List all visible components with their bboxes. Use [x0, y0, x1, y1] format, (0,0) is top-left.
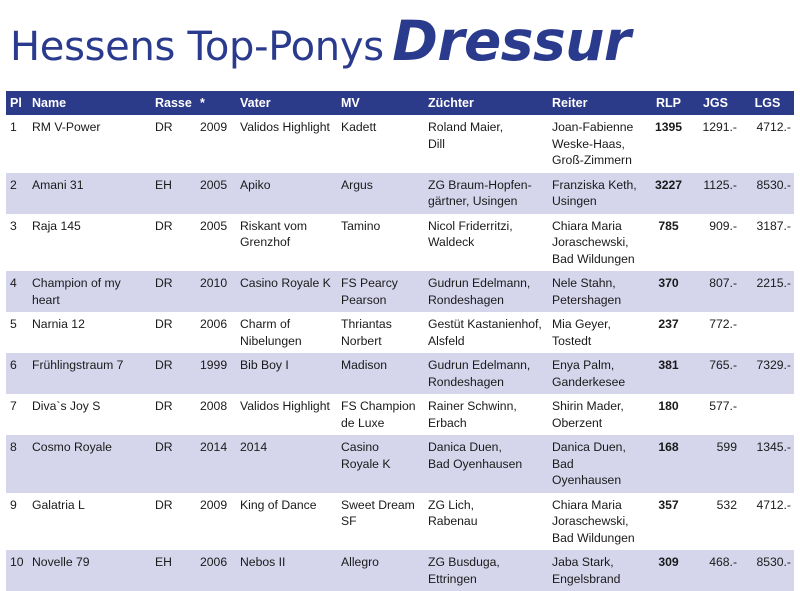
cell-name: Novelle 79	[28, 550, 151, 591]
cell-lgs: 3187.-	[756, 218, 791, 233]
table-row	[6, 435, 794, 493]
cell-lgs: 7329.-	[740, 353, 794, 394]
cell-rasse: EH	[151, 173, 196, 214]
cell-zuechter: Danica Duen, Bad Oyenhausen	[424, 435, 548, 493]
title-discipline: Dressur	[392, 9, 631, 73]
cell-mv: Tamino	[341, 218, 381, 233]
cell-zuechter: Gudrun Edelmann, Rondeshagen	[424, 353, 548, 394]
cell-rasse: DR	[151, 435, 196, 493]
cell-pl: 4	[6, 271, 28, 312]
ranking-table	[6, 91, 794, 591]
cell-mv: Thriantas Norbert	[341, 317, 392, 348]
cell-zuechter: ZG Braum-Hopfen- gärtner, Usingen	[424, 173, 548, 214]
cell-jgs: 532	[716, 497, 737, 512]
header-year: *	[196, 91, 236, 115]
cell-rasse: DR	[155, 399, 173, 413]
table-row	[6, 394, 794, 435]
table-row	[6, 550, 794, 591]
cell-lgs: 1345.-	[740, 435, 794, 493]
cell-vater: Charm of Nibelungen	[240, 317, 302, 348]
cell-zuechter: Gestüt Kastanienhof, Alsfeld	[428, 317, 542, 348]
cell-lgs: 4712.-	[756, 120, 791, 134]
page-title	[10, 9, 631, 73]
cell-vater: Validos Highlight	[240, 120, 330, 134]
header-vater: Vater	[236, 91, 337, 115]
cell-mv: FS Pearcy Pearson	[337, 271, 424, 312]
cell-rasse: DR	[155, 317, 173, 331]
cell-reiter: Chiara Maria Joraschewski, Bad Wildungen	[552, 497, 635, 545]
cell-name: Galatria L	[32, 497, 85, 512]
table-row	[6, 353, 794, 394]
cell-year: 2008	[200, 399, 228, 413]
cell-reiter: Chiara Maria Joraschewski, Bad Wildungen	[552, 218, 635, 266]
cell-jgs: 599	[690, 435, 740, 493]
cell-zuechter: ZG Lich, Rabenau	[428, 497, 478, 528]
cell-year: 2010	[196, 271, 236, 312]
cell-rlp: 357	[658, 497, 679, 512]
cell-pl: 9	[10, 497, 17, 512]
cell-vater: Nebos II	[236, 550, 337, 591]
header-rasse: Rasse	[151, 91, 196, 115]
cell-lgs: 8530.-	[740, 173, 794, 214]
cell-lgs: 2215.-	[740, 271, 794, 312]
table-row	[6, 493, 794, 551]
cell-mv: FS Champion de Luxe	[341, 399, 416, 430]
table-row	[6, 115, 794, 173]
cell-pl: 2	[6, 173, 28, 214]
header-mv: MV	[337, 91, 424, 115]
cell-reiter: Nele Stahn, Petershagen	[548, 271, 646, 312]
cell-jgs: 1291.-	[702, 120, 737, 134]
cell-year: 2005	[196, 173, 236, 214]
cell-vater: Bib Boy I	[236, 353, 337, 394]
cell-jgs: 577.-	[709, 399, 737, 413]
cell-mv: Allegro	[337, 550, 424, 591]
cell-mv: Sweet Dream SF	[341, 497, 415, 528]
cell-rasse: DR	[151, 271, 196, 312]
cell-pl: 3	[10, 218, 17, 233]
cell-name: RM V-Power	[32, 120, 101, 134]
cell-name: Champion of my heart	[28, 271, 151, 312]
cell-pl: 6	[6, 353, 28, 394]
table-body	[6, 115, 794, 591]
cell-name: Cosmo Royale	[28, 435, 151, 493]
cell-rlp: 785	[658, 218, 679, 233]
cell-name: Raja 145	[32, 218, 81, 233]
cell-pl: 5	[10, 317, 17, 331]
cell-zuechter: Rainer Schwinn, Erbach	[428, 399, 517, 430]
cell-jgs: 909.-	[709, 218, 737, 233]
cell-rasse: EH	[151, 550, 196, 591]
cell-pl: 1	[10, 120, 17, 134]
cell-lgs	[740, 394, 794, 435]
cell-rlp: 180	[658, 399, 679, 413]
cell-mv: Kadett	[341, 120, 377, 134]
title-main: Hessens Top-Ponys	[10, 24, 384, 70]
header-rlp: RLP	[646, 91, 690, 115]
cell-name: Frühlingstraum 7	[28, 353, 151, 394]
table-row	[6, 312, 794, 353]
table-row	[6, 173, 794, 214]
table-row	[6, 271, 794, 312]
header-reiter: Reiter	[548, 91, 646, 115]
cell-mv: Argus	[337, 173, 424, 214]
cell-pl: 7	[10, 399, 17, 413]
cell-vater: Apiko	[236, 173, 337, 214]
header-jgs: JGS	[690, 91, 740, 115]
cell-jgs: 1125.-	[690, 173, 740, 214]
cell-name: Narnia 12	[32, 317, 85, 331]
header-lgs: LGS	[740, 91, 794, 115]
cell-year: 1999	[196, 353, 236, 394]
cell-year: 2006	[200, 317, 228, 331]
cell-zuechter: ZG Busduga, Ettringen	[424, 550, 548, 591]
cell-rasse: DR	[151, 353, 196, 394]
cell-rlp: 237	[658, 317, 679, 331]
header-zuechter: Züchter	[424, 91, 548, 115]
cell-zuechter: Nicol Friderritzi, Waldeck	[428, 218, 513, 249]
cell-rasse: DR	[155, 218, 173, 233]
cell-rlp: 370	[646, 271, 690, 312]
cell-jgs: 765.-	[690, 353, 740, 394]
cell-lgs	[740, 312, 794, 353]
cell-rlp: 168	[646, 435, 690, 493]
cell-mv: Casino Royale K	[337, 435, 424, 493]
cell-lgs: 4712.-	[756, 497, 791, 512]
cell-jgs: 772.-	[709, 317, 737, 331]
cell-name: Diva`s Joy S	[32, 399, 101, 413]
cell-reiter: Franziska Keth, Usingen	[548, 173, 646, 214]
cell-reiter: Danica Duen, Bad Oyenhausen	[548, 435, 646, 493]
cell-rlp: 309	[646, 550, 690, 591]
cell-zuechter: Gudrun Edelmann, Rondeshagen	[424, 271, 548, 312]
cell-reiter: Mia Geyer, Tostedt	[552, 317, 611, 348]
cell-name: Amani 31	[28, 173, 151, 214]
table-row	[6, 214, 794, 272]
cell-vater: Riskant vom Grenzhof	[240, 218, 308, 249]
header-pl: Pl	[6, 91, 28, 115]
cell-vater: Casino Royale K	[236, 271, 337, 312]
cell-reiter: Joan-Fabienne Weske-Haas, Groß-Zimmern	[552, 120, 634, 167]
cell-rlp: 3227	[646, 173, 690, 214]
cell-zuechter: Roland Maier, Dill	[428, 120, 504, 151]
cell-year: 2009	[200, 120, 228, 134]
cell-year: 2014	[196, 435, 236, 493]
cell-year: 2006	[196, 550, 236, 591]
cell-jgs: 807.-	[690, 271, 740, 312]
table-header-row	[6, 91, 794, 115]
cell-lgs: 8530.-	[740, 550, 794, 591]
cell-reiter: Shirin Mader, Oberzent	[552, 399, 624, 430]
cell-mv: Madison	[337, 353, 424, 394]
cell-pl: 8	[6, 435, 28, 493]
cell-rasse: DR	[155, 120, 173, 134]
cell-rlp: 381	[646, 353, 690, 394]
cell-vater: 2014	[236, 435, 337, 493]
cell-reiter: Enya Palm, Ganderkesee	[548, 353, 646, 394]
header-name: Name	[28, 91, 151, 115]
cell-reiter: Jaba Stark, Engelsbrand	[548, 550, 646, 591]
cell-vater: King of Dance	[240, 497, 317, 512]
cell-year: 2009	[200, 497, 228, 512]
cell-rlp: 1395	[654, 120, 683, 134]
cell-year: 2005	[200, 218, 228, 233]
cell-pl: 10	[6, 550, 28, 591]
cell-rasse: DR	[155, 497, 173, 512]
cell-vater: Validos Highlight	[240, 399, 330, 413]
cell-jgs: 468.-	[690, 550, 740, 591]
